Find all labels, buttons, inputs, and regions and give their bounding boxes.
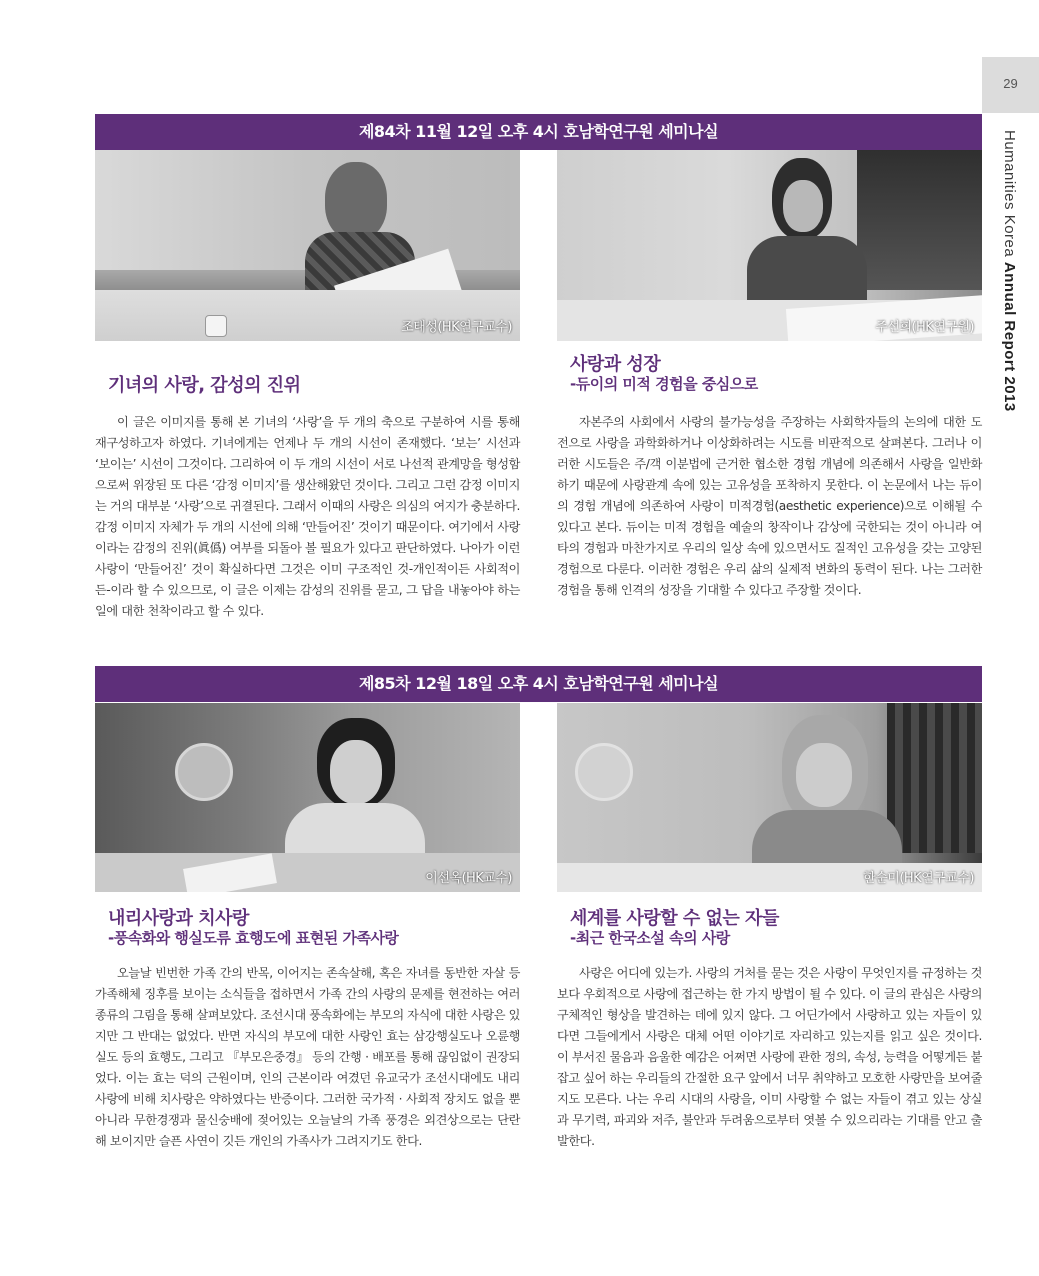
speaker-photo-left-2 xyxy=(95,703,520,892)
seminar-header-84 xyxy=(95,114,982,150)
article-subtitle: -풍속화와 행실도류 효행도에 표현된 가족사랑 xyxy=(108,929,399,947)
page-number-tab xyxy=(982,57,1039,113)
seminar-header-text: 제85차 12월 18일 오후 4시 호남학연구원 세미나실 xyxy=(358,674,719,693)
article-subtitle: -듀이의 미적 경험을 중심으로 xyxy=(570,375,758,393)
article-body: 사랑은 어디에 있는가. 사랑의 거처를 묻는 것은 사랑이 무엇인지를 규정하는 것보다 우회적으로 사랑에 접근하는 한 가지 방법이 될 수 있다. 이 글의 관심은 사랑의 구체적인 형상을 발견하는 데에 있지 않다. 그 어딘가에서 사랑하고 있는 자들이 있다면 그들에게서 사랑은 대체 어떤 이야기로 자리하고 있는지를 읽고 싶은 것이다. 이 부서진 물음과 음울한 예감은 어쩌면 사랑에 관한 정의, 속성, 능력을 어떻게든 붙잡고 싶어 하는 우리들의 간절한 요구 앞에서 너무 취약하고 모호한 사랑만을 보여줄 지도 모른다. 나는 우리 시대의 사랑을, 이미 사랑할 수 없는 자들이 겪고 있는 상실과 무기력, 파괴와 저주, 불안과 두려움으로부터 엿볼 수 있으리라는 기대를 안고 출발한다. xyxy=(557,966,982,1148)
photo-caption: 이선옥(HK교수) xyxy=(425,871,512,886)
article-body: 오늘날 빈번한 가족 간의 반목, 이어지는 존속살해, 혹은 자녀를 동반한 자살 등 가족해체 징후를 보이는 소식들을 접하면서 가족 간의 사랑의 문제를 현전하는 여러 종류의 그림을 통해 살펴보았다. 조선시대 풍속화에는 부모의 자식에 대한 사랑은 있지만 그 반대는 없었다. 반면 자식의 부모에 대한 사랑인 효는 삼강행실도나 오륜행실도 등의 효행도, 그리고 『부모은중경』 등의 간행 · 배포를 통해 끊임없이 권장되었다. 이는 효는 덕의 근원이며, 인의 근본이라 여겼던 유교국가 조선시대에도 내리사랑에 비해 치사랑은 약하였다는 반증이다. 그러한 국가적 · 사회적 장치도 없을 뿐 아니라 무한경쟁과 물신숭배에 젖어있는 오늘날의 가족 풍경은 외견상으로는 단란해 보이지만 슬픈 사연이 깃든 개인의 가족사가 그려지기도 한다. xyxy=(95,966,520,1148)
publication-title-bold: Annual Report 2013 xyxy=(1001,261,1018,412)
seminar-header-text: 제84차 11월 12일 오후 4시 호남학연구원 세미나실 xyxy=(358,122,719,141)
photo-caption: 조태성(HK연구교수) xyxy=(401,320,512,335)
speaker-photo-right-1 xyxy=(557,150,982,341)
photo-caption: 한순미(HK연구교수) xyxy=(863,871,974,886)
article-title: 세계를 사랑할 수 없는 자들 xyxy=(570,908,779,929)
article-body: 이 글은 이미지를 통해 본 기녀의 ‘사랑’을 두 개의 축으로 구분하여 시를 통해 재구성하고자 하였다. 기녀에게는 언제나 두 개의 시선이 존재했다. ‘보는’ 시선과 ‘보이는’ 시선이 그것이다. 그리하여 이 두 개의 시선이 서로 나선적 관계망을 형성함으로써 위장된 또 다른 ‘감정 이미지’를 생산해왔던 것이다. 그리고 그런 감정 이미지는 거의 대부분 ‘사랑’으로 귀결된다. 그래서 이때의 사랑은 의심의 여지가 충분하다. 감정 이미지 자체가 두 개의 시선에 의해 ‘만들어진’ 것이기 때문이다. 여기에서 사랑이라는 감정의 진위(眞僞) 여부를 되돌아 볼 필요가 있다고 판단하였다. 나아가 이런 사랑이 ‘만들어진’ 것이 확실하다면 그것은 이미 구조적인 것-개인적이든 사회적이든-이라 할 수 있으므로, 이 글은 이제는 감성의 진위를 묻고, 그 답을 내놓아야 하는 일에 대한 천착이라고 할 수 있다. xyxy=(95,415,520,618)
article-body: 자본주의 사회에서 사랑의 불가능성을 주장하는 사회학자들의 논의에 대한 도전으로 사랑을 과학화하거나 이상화하려는 시도를 비판적으로 살펴본다. 그러나 이러한 시도들은 주/객 이분법에 근거한 협소한 경험 개념에 의존해서 사랑을 일반화하기 때문에 사랑관계 속에 있는 고유성을 포착하지 못한다. 이 논문에서 나는 듀이의 경험 개념에 의존하여 사랑이 미적경험(aesthetic experience)으로 이해될 수 있다고 본다. 듀이는 미적 경험을 예술의 창작이나 감상에 국한되는 것이 아니라 여타의 경험과 마찬가지로 우리의 일상 속에 있으면서도 질적인 고유성을 갖는 고양된 경험으로 다룬다. 이러한 경험은 우리 삶의 실제적 변화의 동력이 된다. 나는 그러한 경험을 통해 인격의 성장을 기대할 수 있다고 주장할 것이다. xyxy=(557,415,982,597)
article-title: 내리사랑과 치사랑 xyxy=(108,908,249,929)
article-title: 사랑과 성장 xyxy=(570,354,661,375)
publication-title-prefix: Humanities Korea xyxy=(1001,130,1018,262)
speaker-photo-right-2 xyxy=(557,703,982,892)
seminar-header-85 xyxy=(95,666,982,702)
article-subtitle: -최근 한국소설 속의 사랑 xyxy=(570,929,730,947)
speaker-photo-left-1 xyxy=(95,150,520,341)
article-title: 기녀의 사랑, 감성의 진위 xyxy=(108,375,301,396)
photo-caption: 주선희(HK연구원) xyxy=(875,320,974,335)
page-number: 29 xyxy=(1003,76,1018,91)
publication-title xyxy=(998,130,1018,430)
